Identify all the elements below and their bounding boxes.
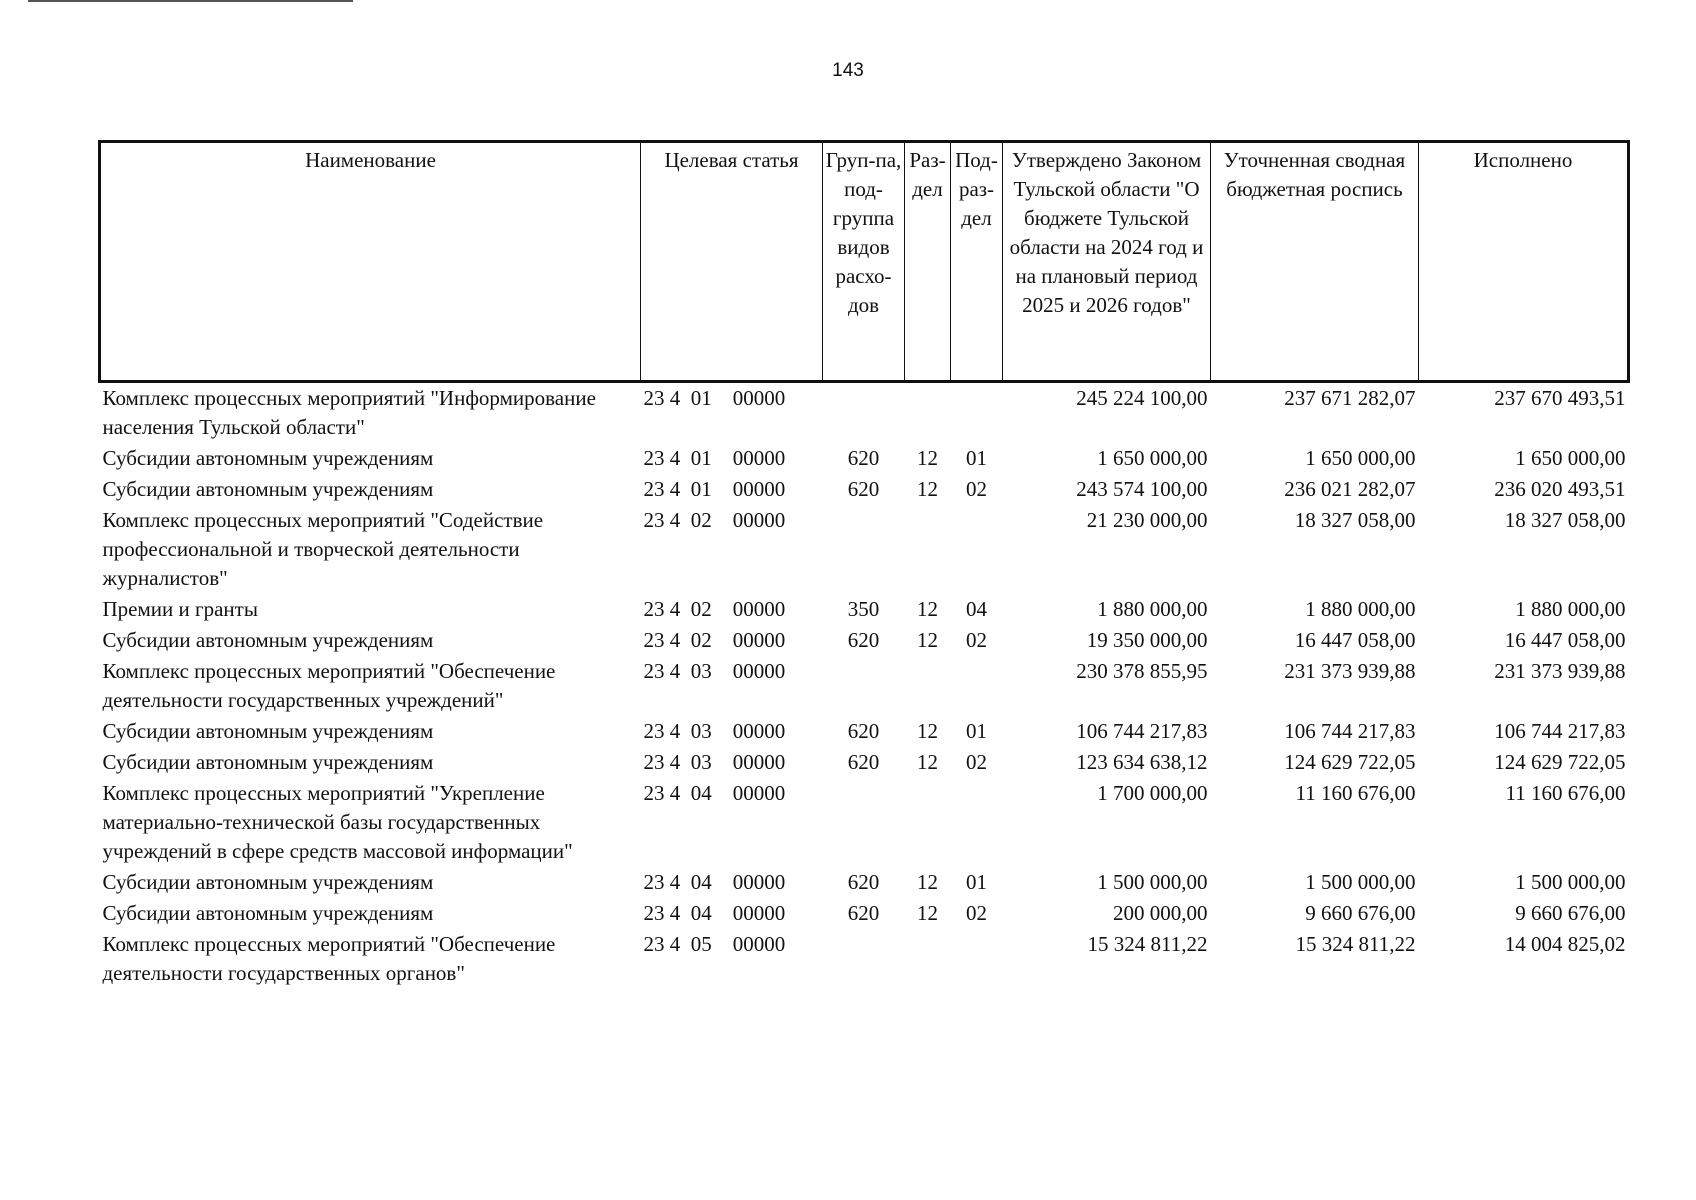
row-target-code: 23 4 01 00000 [643,477,786,501]
row-target-code: 23 4 03 00000 [643,750,786,774]
row-section [905,656,951,716]
row-target-code: 23 4 02 00000 [643,508,786,532]
row-target-code: 23 4 01 00000 [643,386,786,410]
header-approved: Утверждено Законом Тульской области "О бюджете Тульской области на 2024 год и на плановый период 2025 и 2026 годов" [1003,142,1211,382]
row-expense-group [823,505,905,594]
row-refined: 1 500 000,00 [1305,870,1416,894]
row-approved: 1 650 000,00 [1097,446,1208,470]
row-expense-group: 350 [847,597,880,621]
row-approved: 123 634 638,12 [1076,750,1208,774]
row-executed: 124 629 722,05 [1494,750,1626,774]
row-executed: 236 020 493,51 [1494,477,1626,501]
table-row [100,716,1629,747]
row-target-code: 23 4 01 00000 [643,446,786,470]
row-section [905,929,951,989]
row-name: Субсидии автономным учреждениям [102,870,434,894]
row-name: Субсидии автономным учреждениям [102,719,434,743]
row-subsection: 02 [966,750,987,774]
header-target-article: Целевая статья [641,142,823,382]
row-subsection: 02 [966,901,987,925]
row-expense-group [823,778,905,867]
header-name: Наименование [100,142,641,382]
row-executed: 106 744 217,83 [1494,719,1626,743]
row-subsection: 01 [966,719,987,743]
row-name: Комплекс процессных мероприятий "Обеспечение деятельности государственных органов" [102,932,556,985]
row-expense-group [823,382,905,444]
row-approved: 1 500 000,00 [1097,870,1208,894]
row-executed: 1 500 000,00 [1515,870,1626,894]
table-row [100,594,1629,625]
row-subsection [951,778,1003,867]
table-row [100,505,1629,594]
table-row [100,382,1629,444]
row-name: Субсидии автономным учреждениям [102,477,434,501]
row-target-code: 23 4 04 00000 [643,901,786,925]
row-name: Субсидии автономным учреждениям [102,446,434,470]
row-target-code: 23 4 05 00000 [643,932,786,956]
row-approved: 230 378 855,95 [1076,659,1208,683]
row-section [905,382,951,444]
row-name: Комплекс процессных мероприятий "Обеспечение деятельности государственных учреждений" [102,659,556,712]
row-section: 12 [917,870,938,894]
row-target-code: 23 4 04 00000 [643,781,786,805]
row-approved: 1 700 000,00 [1097,781,1208,805]
row-refined: 236 021 282,07 [1284,477,1416,501]
scan-edge-line [28,0,353,2]
table-row [100,656,1629,716]
row-executed: 1 880 000,00 [1515,597,1626,621]
row-approved: 15 324 811,22 [1087,932,1208,956]
row-name: Субсидии автономным учреждениям [102,628,434,652]
row-name: Субсидии автономным учреждениям [102,750,434,774]
row-name: Комплекс процессных мероприятий "Укрепление материально-технической базы государственных учреждений в сфере средств массовой информации" [102,781,573,863]
row-section: 12 [917,446,938,470]
row-subsection [951,382,1003,444]
row-section: 12 [917,719,938,743]
row-subsection: 01 [966,446,987,470]
row-expense-group [823,656,905,716]
row-expense-group: 620 [847,870,880,894]
table-row [100,443,1629,474]
row-refined: 124 629 722,05 [1284,750,1416,774]
row-section: 12 [917,597,938,621]
page-number: 143 [832,60,864,81]
row-expense-group: 620 [847,446,880,470]
row-subsection [951,929,1003,989]
header-expense-group: Груп-па, под-группа видов расхо-дов [823,142,905,382]
header-refined: Уточненная сводная бюджетная роспись [1211,142,1419,382]
row-subsection: 02 [966,477,987,501]
row-section [905,778,951,867]
row-subsection: 01 [966,870,987,894]
row-name: Комплекс процессных мероприятий "Информирование населения Тульской области" [102,386,596,439]
table-header [100,142,1629,382]
row-section: 12 [917,901,938,925]
row-name: Комплекс процессных мероприятий "Содействие профессиональной и творческой деятельности журналистов" [102,508,544,590]
row-target-code: 23 4 03 00000 [643,659,786,683]
row-section: 12 [917,750,938,774]
row-subsection: 02 [966,628,987,652]
row-approved: 200 000,00 [1113,901,1208,925]
header-executed: Исполнено [1419,142,1629,382]
row-section: 12 [917,628,938,652]
row-subsection [951,656,1003,716]
row-executed: 16 447 058,00 [1504,628,1626,652]
row-refined: 18 327 058,00 [1294,508,1416,532]
row-refined: 237 671 282,07 [1284,386,1416,410]
row-name: Субсидии автономным учреждениям [102,901,434,925]
row-approved: 19 350 000,00 [1086,628,1208,652]
row-executed: 11 160 676,00 [1505,781,1626,805]
row-refined: 106 744 217,83 [1284,719,1416,743]
row-executed: 14 004 825,02 [1504,932,1626,956]
table-row [100,929,1629,989]
row-expense-group: 620 [847,477,880,501]
row-executed: 9 660 676,00 [1515,901,1626,925]
row-approved: 21 230 000,00 [1086,508,1208,532]
row-approved: 243 574 100,00 [1076,477,1208,501]
row-approved: 106 744 217,83 [1076,719,1208,743]
row-target-code: 23 4 03 00000 [643,719,786,743]
row-refined: 1 880 000,00 [1305,597,1416,621]
table-body [100,382,1629,990]
row-executed: 231 373 939,88 [1494,659,1626,683]
table-row [100,747,1629,778]
row-target-code: 23 4 02 00000 [643,628,786,652]
header-section: Раз-дел [905,142,951,382]
table-row [100,625,1629,656]
row-section [905,505,951,594]
row-refined: 1 650 000,00 [1305,446,1416,470]
row-executed: 237 670 493,51 [1494,386,1626,410]
row-approved: 245 224 100,00 [1076,386,1208,410]
table-row [100,474,1629,505]
table-row [100,867,1629,898]
row-subsection: 04 [966,597,987,621]
table-row [100,778,1629,867]
row-name: Премии и гранты [102,597,258,621]
row-expense-group: 620 [847,901,880,925]
row-refined: 11 160 676,00 [1295,781,1416,805]
row-refined: 16 447 058,00 [1294,628,1416,652]
row-executed: 18 327 058,00 [1504,508,1626,532]
row-executed: 1 650 000,00 [1515,446,1626,470]
header-subsection: Под-раз-дел [951,142,1003,382]
row-subsection [951,505,1003,594]
row-expense-group [823,929,905,989]
row-expense-group: 620 [847,750,880,774]
row-section: 12 [917,477,938,501]
row-target-code: 23 4 02 00000 [643,597,786,621]
row-approved: 1 880 000,00 [1097,597,1208,621]
row-refined: 9 660 676,00 [1305,901,1416,925]
table-row [100,898,1629,929]
row-expense-group: 620 [847,719,880,743]
row-expense-group: 620 [847,628,880,652]
budget-table [98,140,1630,989]
row-refined: 15 324 811,22 [1295,932,1416,956]
row-target-code: 23 4 04 00000 [643,870,786,894]
row-refined: 231 373 939,88 [1284,659,1416,683]
